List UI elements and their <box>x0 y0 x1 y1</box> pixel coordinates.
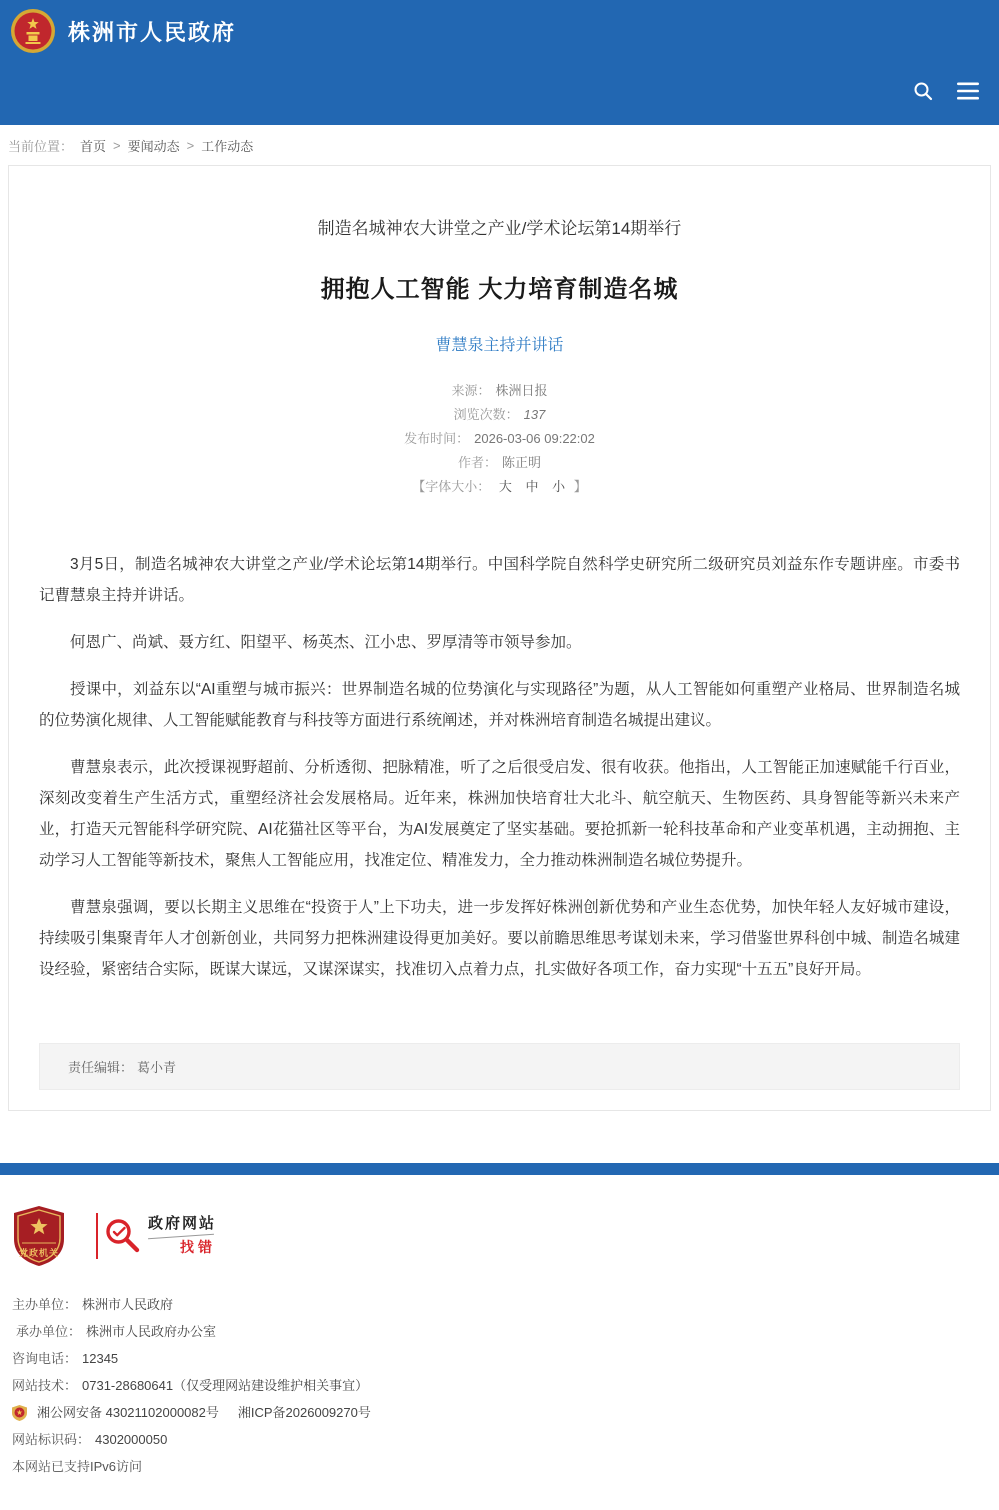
breadcrumb-separator: > <box>186 138 195 153</box>
footer-host-line <box>12 1291 987 1318</box>
site-name: 株洲市人民政府 <box>68 19 237 45</box>
meta-source-value: 株洲日报 <box>495 383 548 398</box>
site-error-report-badge[interactable] <box>96 1213 216 1259</box>
site-error-badge-text <box>148 1215 216 1256</box>
article-supertitle: 制造名城神农大讲堂之产业/学术论坛第14期举行 <box>317 219 682 238</box>
footer-tech-line <box>12 1372 987 1399</box>
font-size-large-button[interactable]: 大 <box>498 479 512 494</box>
organizer-label: 承办单位： <box>16 1324 82 1339</box>
font-size-prefix: 【字体大小： <box>412 479 491 494</box>
font-size-small-button[interactable]: 小 <box>552 479 566 494</box>
article-paragraph: 3月5日，制造名城神农大讲堂之产业/学术论坛第14期举行。中国科学院自然科学史研究所二级研究员刘益东作专题讲座。市委书记曹慧泉主持并讲话。 <box>39 556 960 604</box>
meta-views-label: 浏览次数： <box>453 407 519 422</box>
meta-author <box>9 451 990 475</box>
public-security-emblem-icon <box>12 1405 27 1421</box>
article-paragraph: 曹慧泉表示，此次授课视野超前、分析透彻、把脉精准，听了之后很受启发、很有收获。他指出，人工智能正加速赋能千行百业，深刻改变着生产生活方式，重塑经济社会发展格局。近年来，株洲加快培育壮大北斗、航空航天、生物医药、具身智能等新兴未来产业，打造天元智能科学研究院、AI花猫社区等平台，为AI发展奠定了坚实基础。要抢抓新一轮科技革命和产业变革机遇，主动拥抱、主动学习人工智能等新技术，聚焦人工智能应用，找准定位、精准发力，全力推动株洲制造名城位势提升。 <box>39 759 960 869</box>
editor-name: 葛小青 <box>137 1060 177 1075</box>
meta-publish-value: 2026-03-06 09:22:02 <box>474 431 595 446</box>
icp-record-link[interactable]: 湘ICP备2026009270号 <box>237 1405 371 1420</box>
footer-divider-strip <box>0 1163 999 1175</box>
breadcrumb <box>0 125 999 165</box>
article-title: 拥抱人工智能 大力培育制造名城 <box>320 276 679 303</box>
site-code-label: 网站标识码： <box>12 1432 91 1447</box>
editor-label: 责任编辑： <box>68 1060 134 1075</box>
footer-beian-line <box>12 1399 987 1426</box>
footer-badges <box>12 1205 987 1267</box>
breadcrumb-separator: > <box>113 138 121 153</box>
party-government-badge[interactable] <box>12 1205 66 1267</box>
host-label: 主办单位： <box>12 1297 78 1312</box>
editor-bar <box>39 1043 960 1090</box>
meta-source <box>9 379 990 403</box>
breadcrumb-item-home[interactable]: 首页 <box>80 139 107 154</box>
meta-source-label: 来源： <box>451 383 491 398</box>
site-logo-link[interactable] <box>0 0 236 54</box>
article-paragraph: 何恩广、尚斌、聂方红、阳望平、杨英杰、江小忠、罗厚清等市领导参加。 <box>70 634 582 651</box>
article-body <box>9 549 990 985</box>
national-emblem-icon <box>10 8 56 54</box>
breadcrumb-label: 当前位置： <box>8 139 74 154</box>
footer-phone-line <box>12 1345 987 1372</box>
breadcrumb-item-work[interactable]: 工作动态 <box>201 139 254 154</box>
article-container <box>8 165 991 1111</box>
tech-value: 0731-28680641（仅受理网站建设维护相关事宜） <box>82 1378 369 1393</box>
error-magnifier-icon <box>104 1217 140 1256</box>
meta-publish-label: 发布时间： <box>404 431 470 446</box>
breadcrumb-item-news[interactable]: 要闻动态 <box>127 139 180 154</box>
site-code-value: 4302000050 <box>95 1432 168 1447</box>
header-tools <box>913 81 979 101</box>
article-paragraph: 授课中，刘益东以“AI重塑与城市振兴：世界制造名城的位势演化与实现路径”为题，从人工智能如何重塑产业格局、世界制造名城的位势演化规律、人工智能赋能教育与科技等方面进行系统阐述，并对株洲培育制造名城提出建议。 <box>39 681 960 729</box>
tech-label: 网站技术： <box>12 1378 78 1393</box>
site-error-badge-subtitle: 找错 <box>180 1239 217 1256</box>
footer-site-code-line <box>12 1426 987 1453</box>
phone-value: 12345 <box>82 1351 119 1366</box>
meta-views <box>9 403 990 427</box>
meta-views-value: 137 <box>523 407 546 422</box>
menu-icon[interactable] <box>957 82 979 100</box>
meta-font-size <box>9 475 990 499</box>
article-subtitle: 曹慧泉主持并讲话 <box>435 337 564 354</box>
page-footer <box>0 1175 999 1510</box>
party-government-badge-label: 党政机关 <box>18 1248 59 1258</box>
site-error-badge-title: 政府网站 <box>148 1215 217 1233</box>
host-value: 株洲市人民政府 <box>82 1297 174 1312</box>
ipv6-text: 本网站已支持IPv6访问 <box>12 1459 143 1474</box>
site-header <box>0 0 999 125</box>
footer-organizer-line <box>12 1318 987 1345</box>
meta-publish-time <box>9 427 990 451</box>
article-meta <box>9 379 990 499</box>
article-paragraph: 曹慧泉强调，要以长期主义思维在“投资于人”上下功夫，进一步发挥好株洲创新优势和产业生态优势，加快年轻人友好城市建设，持续吸引集聚青年人才创新创业，共同努力把株洲建设得更加美好。要以前瞻思维思考谋划未来，学习借鉴世界科创中城、制造名城建设经验，紧密结合实际，既谋大谋远，又谋深谋实，找准切入点着力点，扎实做好各项工作，奋力实现“十五五”良好开局。 <box>39 899 960 978</box>
meta-author-value: 陈正明 <box>502 455 542 470</box>
phone-label: 咨询电话： <box>12 1351 78 1366</box>
public-security-record-link[interactable]: 湘公网安备 43021102000082号 <box>37 1405 219 1420</box>
organizer-value: 株洲市人民政府办公室 <box>86 1324 217 1339</box>
font-size-suffix: 】 <box>573 479 587 494</box>
font-size-medium-button[interactable]: 中 <box>525 479 539 494</box>
footer-ipv6-line <box>12 1453 987 1480</box>
search-icon[interactable] <box>913 81 933 101</box>
meta-author-label: 作者： <box>457 455 497 470</box>
